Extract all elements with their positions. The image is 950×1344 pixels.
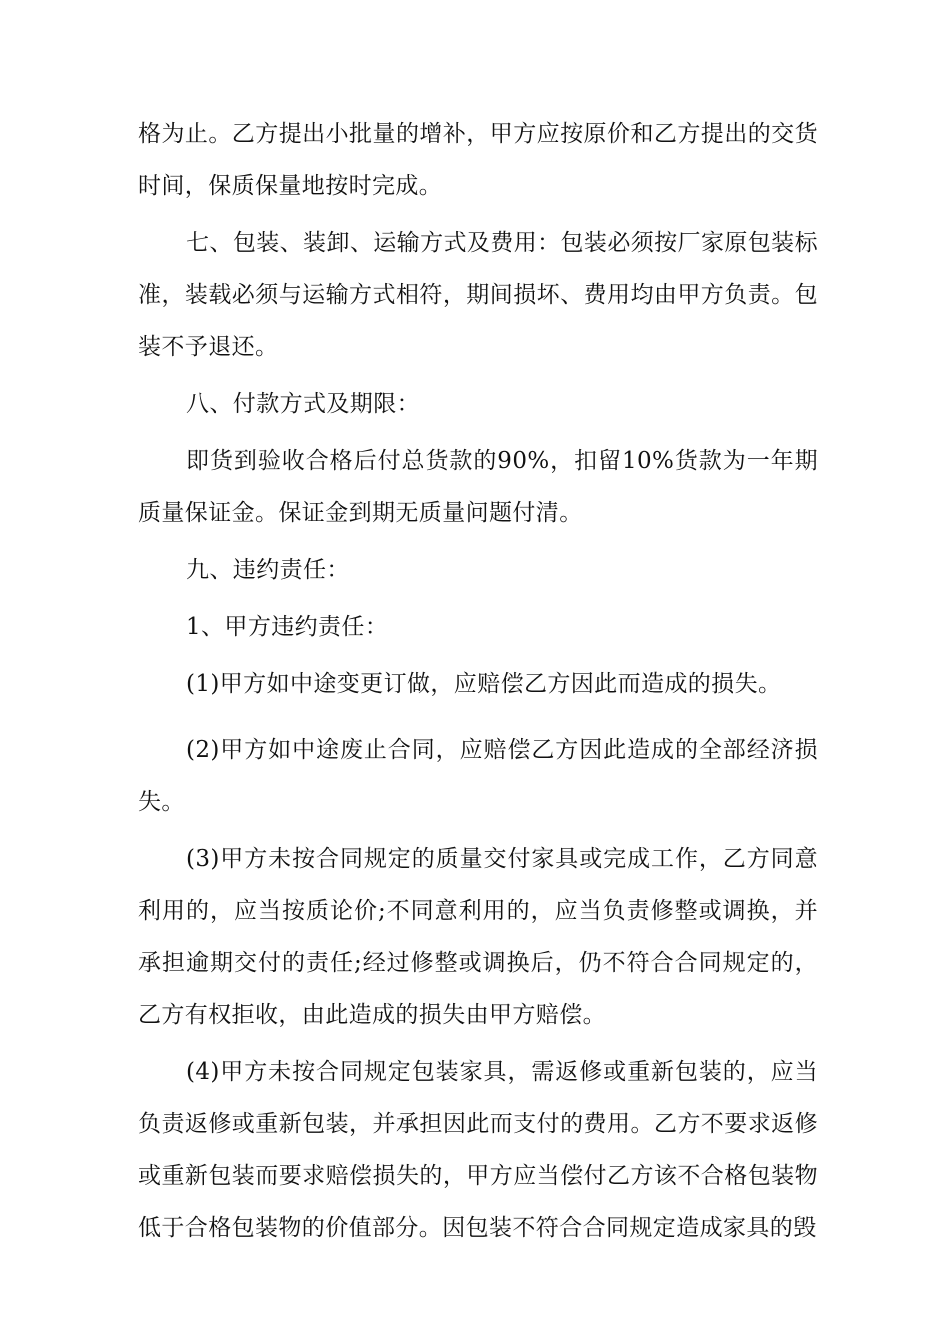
- paragraph-section-7: 七、包装、装卸、运输方式及费用：包装必须按厂家原包装标准，装载必须与运输方式相符，期间损坏、费用均由甲方负责。包装不予退还。: [138, 230, 818, 360]
- paragraph-payment-terms: 即货到验收合格后付总货款的90%，扣留10%货款为一年期质量保证金。保证金到期无质量问题付清。: [138, 448, 818, 526]
- paragraph-section-9-heading: 九、违约责任：: [186, 557, 350, 583]
- paragraph-liability-item-1: (1)甲方如中途变更订做，应赔偿乙方因此而造成的损失。: [186, 671, 782, 697]
- paragraph-section-8-heading: 八、付款方式及期限：: [186, 391, 420, 417]
- paragraph-liability-item-4: (4)甲方未按合同规定包装家具，需返修或重新包装的，应当负责返修或重新包装，并承担因此而支付的费用。乙方不要求返修或重新包装而要求赔偿损失的，甲方应当偿付乙方该不合格包装物低于合格包装物的价值部分。因包装不符合合同规定造成家具的毁: [138, 1059, 818, 1241]
- paragraph-liability-item-2: (2)甲方如中途废止合同，应赔偿乙方因此造成的全部经济损失。: [138, 737, 818, 815]
- paragraph-continuation: 格为止。乙方提出小批量的增补，甲方应按原价和乙方提出的交货时间，保质保量地按时完成。: [138, 121, 818, 199]
- paragraph-liability-item-3: (3)甲方未按合同规定的质量交付家具或完成工作，乙方同意利用的，应当按质论价;不同意利用的，应当负责修整或调换，并承担逾期交付的责任;经过修整或调换后，仍不符合合同规定的，乙方有权拒收，由此造成的损失由甲方赔偿。: [138, 846, 818, 1028]
- paragraph-party-a-liability-heading: 1、甲方违约责任：: [186, 614, 389, 640]
- document-body: [138, 108, 818, 1259]
